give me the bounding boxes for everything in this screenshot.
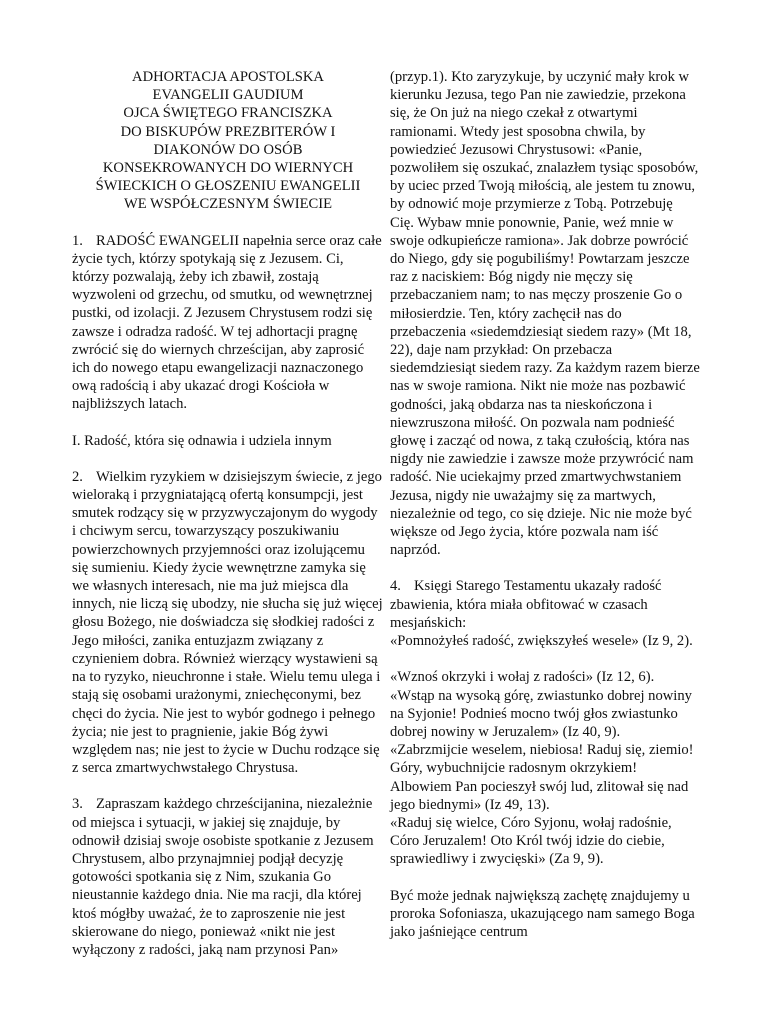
quote-isaiah-12: «Wznoś okrzyki i wołaj z radości» (Iz 12, 6).	[390, 669, 655, 686]
paragraph-number: 3.	[72, 796, 83, 813]
paragraph-number: 4.	[390, 578, 401, 595]
paragraph-1	[72, 232, 384, 414]
paragraph-3	[72, 795, 384, 959]
paragraph-text: RADOŚĆ EWANGELII napełnia serce oraz całe życie tych, którzy spotykają się z Jezusem. Ci, którzy pozwalają, żeby ich zbawił, zostają wyzwoleni od grzechu, od smutku, od wewnętrznej pustki, od izolacji. Z Jezusem Chrystusem rodzi się zawsze i odradza radość. W tej adhortacji pragnę zwrócić się do wiernych chrześcijan, aby zaprosić ich do nowego etapu ewangelizacji naznaczonego ową radością i aby ukazać drogi Kościoła w najbliższych latach.	[72, 232, 382, 413]
document-title	[72, 68, 384, 214]
title-line: ADHORTACJA APOSTOLSKA	[132, 69, 324, 85]
quote-isaiah-40: «Wstąp na wysoką górę, zwiastunko dobrej nowiny na Syjonie! Podnieś mocno twój głos zwiastunko dobrej nowiny w Jeruzalem» (Iz 40, 9).	[390, 687, 692, 740]
paragraph-4	[390, 577, 700, 632]
title-line: DO BISKUPÓW PREZBITERÓW I	[120, 123, 336, 140]
paragraph-3-continued: (przyp.1). Kto zaryzykuje, by uczynić mały krok w kierunku Jezusa, tego Pan nie zawiedzie, przekona się, że On już na niego czekał z otwartymi ramionami. Wtedy jest sposobna chwila, by powiedzieć Jezusowi Chrystusowi: «Panie, pozwoliłem się oszukać, znalazłem tysiąc sposobów, by uciec przed Twoją miłością, ale jestem tu znowu, by odnowić moje przymierze z Tobą. Potrzebuję Cię. Wybaw mnie ponownie, Panie, weź mnie w swoje odkupieńcze ramiona». Jak dobrze powrócić do Niego, gdy się pogubiliśmy! Powtarzam jeszcze raz z naciskiem: Bóg nigdy nie męczy się przebaczaniem nam; to nas męczy proszenie Go o miłosierdzie. Ten, który zachęcił nas do przebaczenia «siedemdziesiąt siedem razy» (Mt 18, 22), daje nam przykład: On przebacza siedemdziesiąt siedem razy. Za każdym razem bierze nas w swoje ramiona. Nikt nie może nas pozbawić godności, jaką obdarza nas ta nieskończona i niewzruszona miłość. On pozwala nam podnieść głowę i zacząć od nowa, z taką czułością, która nas nigdy nie zawiedzie i zawsze może przywrócić nam radość. Nie uciekajmy przed zmartwychwstaniem Jezusa, nigdy nie uważajmy się za martwych, niezależnie od tego, co się dzieje. Nic nie może być większe od Jego życia, które pozwala nam iść naprzód.	[390, 69, 700, 559]
paragraph-2	[72, 468, 384, 777]
title-line: EVANGELII GAUDIUM	[152, 87, 304, 104]
right-column	[390, 68, 700, 959]
paragraph-number: 1.	[72, 232, 83, 249]
title-line: WE WSPÓŁCZESNYM ŚWIECIE	[123, 196, 333, 213]
paragraph-number: 2.	[72, 468, 83, 485]
quote-isaiah-9: «Pomnożyłeś radość, zwiększyłeś wesele» (Iz 9, 2).	[390, 633, 693, 650]
quote-isaiah-49: «Zabrzmijcie weselem, niebiosa! Raduj się, ziemio! Góry, wybuchnijcie radosnym okrzykiem! Albowiem Pan pocieszył swój lud, zlitował się nad jego biednymi» (Iz 49, 13).	[390, 742, 694, 813]
title-line: ŚWIECKICH O GŁOSZENIU EWANGELII	[95, 178, 361, 195]
left-column	[72, 68, 384, 977]
paragraph-text: Zapraszam każdego chrześcijanina, niezależnie od miejsca i sytuacji, w jakiej się znajduje, by odnowił dzisiaj swoje osobiste spotkanie z Jezusem Chrystusem, albo przynajmniej podjął decyzję gotowości spotkania się z Nim, szukania Go nieustannie każdego dnia. Nie ma racji, dla której ktoś mógłby uważać, że to zaproszenie nie jest skierowane do niego, ponieważ «nikt nie jest wyłączony z radości, jaką nam przynosi Pan»	[72, 796, 374, 958]
quote-zechariah-9: «Raduj się wielce, Córo Syjonu, wołaj radośnie, Córo Jeruzalem! Oto Król twój idzie do ciebie, sprawiedliwy i zwycięski» (Za 9, 9).	[390, 814, 672, 868]
paragraph-text: Księgi Starego Testamentu ukazały radość zbawienia, która miała obfitować w czasach mesjańskich:	[390, 578, 662, 631]
title-line: KONSEKROWANYCH DO WIERNYCH	[102, 160, 354, 177]
paragraph-text: Wielkim ryzykiem w dzisiejszym świecie, z jego wieloraką i przygniatającą ofertą konsumpcji, jest smutek rodzący się w przyzwyczajonym do wygody i chciwym sercu, towarzyszący poszukiwaniu powierzchownych przyjemności oraz izolującemu się sumieniu. Kiedy życie wewnętrzne zamyka się we własnych interesach, nie ma już miejsca dla innych, nie liczą się ubodzy, nie słucha się już więcej głosu Bożego, nie doświadcza się słodkiej radości z Jego miłości, zanika entuzjazm związany z czynieniem dobra. Również wierzący wystawieni są na to ryzyko, nieuchronne i stałe. Wielu temu ulega i stają się osobami urażonymi, zniechęconymi, bez chęci do życia. Nie jest to wybór godnego i pełnego życia; nie jest to pragnienie, jakie Bóg żywi względem nas; nie jest to życie w Duchu rodzące się z serca zmartwychwstałego Chrystusa.	[72, 468, 383, 777]
paragraph-5: Być może jednak największą zachętę znajdujemy u proroka Sofoniasza, ukazującego nam samego Boga jako jaśniejące centrum	[390, 887, 695, 940]
title-line: DIAKONÓW DO OSÓB	[153, 141, 303, 158]
section-heading: I. Radość, która się odnawia i udziela innym	[72, 432, 332, 449]
title-line: OJCA ŚWIĘTEGO FRANCISZKA	[123, 105, 333, 122]
